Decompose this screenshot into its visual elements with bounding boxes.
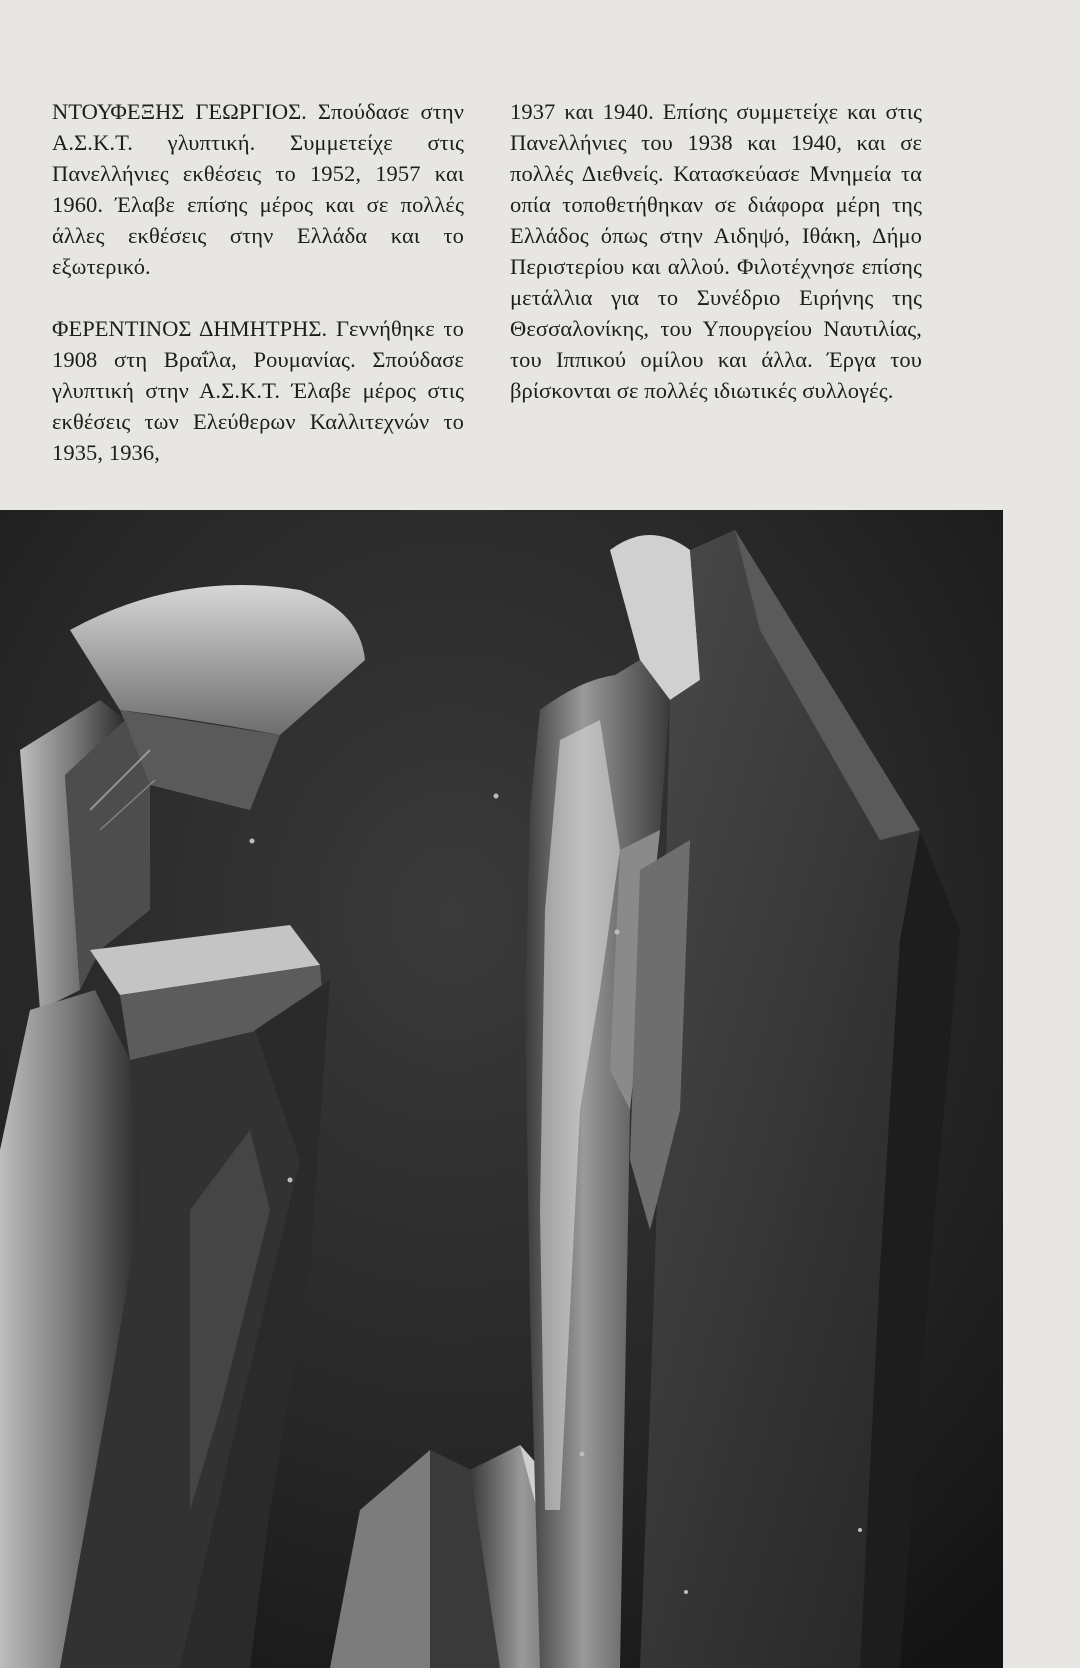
sculpture-photograph [0, 510, 1003, 1668]
artist-name-doufexis: ΝΤΟΥΦΕΞΗΣ ΓΕΩΡΓΙΟΣ. [52, 99, 307, 124]
artist-name-ferentinos: ΦΕΡΕΝΤΙΝΟΣ ΔΗΜΗΤΡΗΣ. [52, 316, 328, 341]
left-column [52, 96, 464, 468]
sculpture-image [0, 510, 1003, 1668]
right-column [510, 96, 922, 468]
biography-text-doufexis: Σπούδασε στην Α.Σ.Κ.Τ. γλυπτική. Συμμετείχε στις Πανελλήνιες εκθέσεις το 1952, 1957 και 1960. Έλαβε επίσης μέρος και σε πολλές άλλες εκθέσεις στην Ελλάδα και το εξωτερικό. [52, 99, 464, 279]
biography-text-ferentinos-part2: 1937 και 1940. Επίσης συμμετείχε και στις Πανελλήνιες του 1938 και 1940, και σε πολλές Διεθνείς. Κατασκεύασε Μνημεία τα οπία τοποθετήθηκαν σε διάφορα μέρη της Ελλάδος όπως στην Αιδηψό, Ιθάκη, Δήμο Περιστερίου και αλλού. Φιλοτέχνησε επίσης μετάλλια για το Συνέδριο Ειρήνης της Θεσσαλονίκης, του Υπουργείου Ναυτιλίας, του Ιππικού ομίλου και άλλα. Έργα του βρίσκονται σε πολλές ιδιωτικές συλλογές. [510, 99, 922, 403]
biography-text-ferentinos-part1: Γεννήθηκε το 1908 στη Βραΐλα, Ρουμανίας. Σπούδασε γλυπτική στην Α.Σ.Κ.Τ. Έλαβε μέρος στις εκθέσεις των Ελεύθερων Καλλιτεχνών το 1935, 1936, [52, 316, 464, 465]
biography-ferentinos-continued [510, 96, 922, 406]
biography-doufexis [52, 96, 464, 282]
biography-ferentinos [52, 313, 464, 468]
text-columns [52, 96, 922, 468]
